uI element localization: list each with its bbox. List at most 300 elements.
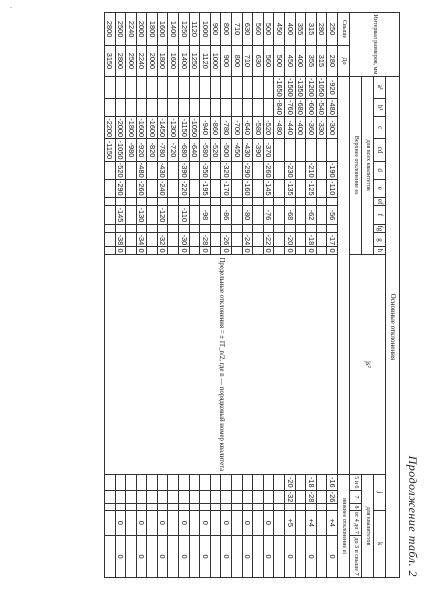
cell-j7 — [126, 490, 137, 504]
cell-ef — [147, 197, 158, 206]
cell-f: -98 — [200, 206, 211, 224]
cell-f: -76 — [263, 206, 274, 224]
cell-j56 — [221, 475, 232, 490]
cell-d — [295, 161, 306, 179]
cell-from: 1120 — [189, 13, 200, 46]
cell-a — [157, 76, 168, 98]
cell-e — [189, 179, 200, 197]
cell-d: -230 — [285, 162, 295, 178]
cell-a — [147, 76, 158, 98]
cell-ef — [210, 197, 221, 206]
cell-c: -480 — [274, 117, 285, 139]
cell-h: 0 — [137, 248, 147, 253]
cell-k1: +5 — [285, 510, 296, 536]
cell-fg — [115, 224, 126, 233]
cell-f — [189, 206, 200, 224]
cell-to: 1120 — [200, 46, 211, 77]
cell-d — [189, 161, 200, 179]
cell-f — [295, 206, 306, 224]
cell-k1 — [168, 510, 179, 536]
all-grades-header: для всех квалитетов — [362, 76, 374, 254]
cell-e — [210, 179, 221, 197]
cell-from: 560 — [253, 13, 264, 46]
cell-j56 — [316, 475, 327, 490]
cell-e: -125 — [306, 180, 316, 196]
cell-j7 — [136, 490, 147, 504]
cell-f: -130 — [137, 207, 147, 223]
cell-k2 — [147, 536, 158, 578]
cell-ef — [327, 197, 338, 206]
cell-e — [147, 179, 158, 197]
cell-k2: 0 — [306, 536, 317, 578]
cell-from: 2000 — [136, 13, 147, 46]
cell-g: -26 — [221, 234, 231, 246]
cell-k2: 0 — [179, 536, 190, 578]
cell-ef — [253, 197, 264, 206]
cell-b — [263, 98, 274, 116]
cell-from: 1400 — [168, 13, 179, 46]
cell-ef — [263, 197, 274, 206]
cell-k2: 0 — [221, 536, 232, 578]
col-header-a: a¹ — [374, 76, 386, 98]
cell-ef — [189, 197, 200, 206]
cell-j7 — [232, 490, 243, 504]
cell-k2: 0 — [285, 536, 296, 578]
cell-c: -1450 — [158, 118, 168, 138]
cell-ef — [104, 197, 115, 206]
cell-d: -290 — [243, 162, 253, 178]
cell-fg — [285, 224, 296, 233]
cell-d — [232, 161, 243, 179]
cell-k1 — [274, 510, 285, 536]
cell-g — [104, 233, 115, 247]
cell-from: 450 — [274, 13, 285, 46]
cell-j7 — [179, 490, 190, 504]
cell-e: -110 — [327, 181, 337, 196]
cell-to: 800 — [232, 46, 243, 77]
cell-a — [242, 76, 253, 98]
cell-k1 — [126, 510, 137, 536]
cell-k1 — [189, 510, 200, 536]
cell-to: 315 — [316, 46, 327, 77]
cell-cd: -580 — [200, 139, 211, 161]
table-body — [104, 13, 337, 578]
cell-ef — [157, 197, 168, 206]
cell-to: 2000 — [147, 46, 158, 77]
cell-to: 280 — [327, 46, 338, 77]
cell-to: 630 — [253, 46, 264, 77]
cell-c: -580 — [253, 117, 264, 139]
col-header-e: e — [374, 179, 386, 197]
cell-k1: 0 — [221, 510, 232, 536]
j-grade-56: 5 и 6 — [350, 475, 362, 490]
for-grades-header: для квалитетов — [362, 475, 374, 578]
cell-fg — [210, 224, 221, 233]
cell-d — [210, 161, 221, 179]
cell-cd: -640 — [189, 139, 200, 161]
cell-c: -2200 — [105, 118, 115, 138]
cell-g — [210, 233, 221, 247]
to-header: До — [338, 46, 350, 77]
cell-j7: -26 — [327, 491, 337, 503]
deviations-table — [104, 12, 400, 578]
cell-f — [126, 206, 137, 224]
cell-b — [221, 98, 232, 116]
cell-cd: -1050 — [116, 140, 126, 160]
cell-a: -1050 — [317, 77, 327, 97]
cell-b — [179, 98, 190, 116]
cell-f: -56 — [327, 206, 338, 224]
cell-a: -1200 — [306, 77, 316, 97]
cell-a — [189, 76, 200, 98]
cell-k2 — [104, 536, 115, 578]
cell-from: 630 — [242, 13, 253, 46]
cell-from: 315 — [306, 13, 317, 46]
cell-b — [200, 98, 211, 116]
cell-e — [168, 179, 179, 197]
cell-g — [253, 233, 264, 247]
cell-e: -145 — [264, 180, 274, 196]
cell-j56 — [157, 475, 168, 490]
cell-f — [316, 206, 327, 224]
cell-ef — [274, 197, 285, 206]
cell-c: -1150 — [179, 118, 189, 137]
cell-a — [136, 76, 147, 98]
cell-ef — [306, 197, 317, 206]
col-header-j: j — [374, 475, 386, 510]
cell-c: -780 — [221, 117, 232, 139]
cell-b — [168, 98, 179, 116]
col-header-ef: ef — [374, 197, 386, 206]
cell-ef — [115, 197, 126, 206]
col-header-d: d — [374, 161, 386, 179]
cell-b — [210, 98, 221, 116]
cell-f: -62 — [306, 206, 317, 224]
cell-h — [295, 247, 306, 254]
cell-c: -1300 — [169, 118, 178, 138]
cell-from: 400 — [285, 13, 296, 46]
cell-c: -640 — [242, 117, 253, 139]
cell-to: 560 — [263, 46, 274, 77]
cell-c: -1600 — [147, 118, 157, 138]
cell-g — [168, 233, 179, 247]
cell-k2 — [316, 536, 327, 578]
cell-j7: -32 — [285, 491, 295, 503]
cell-k2 — [274, 536, 285, 578]
lower-deviation-header: нижнее отклонение ei — [338, 475, 350, 578]
cell-g: -24 — [243, 234, 253, 246]
cell-d: -320 — [221, 162, 231, 178]
cell-cd: -520 — [210, 139, 221, 161]
cell-e — [253, 179, 264, 197]
cell-fg — [295, 224, 306, 233]
cell-g: -34 — [137, 234, 147, 246]
cell-k2 — [126, 536, 137, 578]
upper-deviation-header: Верхнее отклонение es — [350, 76, 362, 254]
cell-k2: 0 — [327, 536, 338, 578]
cell-f — [232, 206, 243, 224]
cell-to: 1000 — [210, 46, 221, 77]
cell-j7 — [242, 490, 253, 504]
cell-d: -350 — [200, 162, 210, 178]
cell-k1 — [232, 510, 243, 536]
cell-cd — [295, 139, 306, 161]
cell-k1 — [210, 510, 221, 536]
cell-k1: 0 — [136, 510, 147, 536]
cell-to: 355 — [306, 46, 317, 77]
cell-a: -1650 — [274, 77, 284, 97]
cell-from: 710 — [232, 13, 243, 46]
cell-g — [147, 233, 158, 247]
cell-to: 3150 — [104, 46, 115, 77]
cell-h — [253, 247, 264, 254]
cell-ef — [285, 197, 296, 206]
cell-from: 500 — [263, 13, 274, 46]
cell-cd — [274, 139, 285, 161]
cell-ef — [168, 197, 179, 206]
cell-c: -860 — [210, 117, 221, 139]
cell-j56 — [126, 475, 137, 490]
cell-to: 1800 — [157, 46, 168, 77]
cell-k2: 0 — [263, 536, 274, 578]
cell-j7 — [189, 490, 200, 504]
cell-j7 — [253, 490, 264, 504]
cell-c: -2000 — [116, 118, 126, 138]
cell-fg — [168, 224, 179, 233]
cell-f — [253, 206, 264, 224]
cell-j7 — [210, 490, 221, 504]
cell-c: -700 — [232, 117, 243, 139]
cell-j56 — [179, 475, 190, 490]
cell-b — [147, 98, 158, 116]
cell-j7 — [316, 490, 327, 504]
cell-j56: -20 — [285, 475, 296, 490]
cell-k1: 0 — [115, 510, 126, 536]
cell-d — [253, 161, 264, 179]
cell-fg — [306, 224, 317, 233]
cell-ef — [200, 197, 211, 206]
cell-h: 0 — [285, 248, 295, 253]
cell-h — [210, 247, 221, 254]
cell-f: -145 — [116, 207, 126, 223]
cell-from: 2500 — [115, 13, 126, 46]
cell-k1: 0 — [179, 510, 190, 536]
col-header-h: h — [374, 247, 386, 254]
cell-to: 2800 — [115, 46, 126, 77]
cell-e: -240 — [158, 180, 168, 196]
cell-ef — [295, 197, 306, 206]
cell-d: -520 — [116, 162, 126, 178]
cell-cd — [327, 139, 338, 161]
cell-to: 1400 — [179, 46, 190, 77]
cell-to: 1600 — [168, 46, 179, 77]
cell-b: -840 — [274, 100, 284, 115]
cell-g: -32 — [158, 234, 168, 246]
cell-k2 — [168, 536, 179, 578]
cell-j56 — [263, 475, 274, 490]
from-header: Свыше — [338, 13, 350, 46]
interval-header: Интервал размеров, мм — [350, 13, 400, 77]
cell-f: -110 — [179, 207, 189, 223]
cell-a — [232, 76, 243, 98]
cell-a — [263, 76, 274, 98]
cell-to: 400 — [295, 46, 306, 77]
cell-g — [126, 233, 137, 247]
cell-e — [316, 179, 327, 197]
k-grade-4-7: от 4 до 7 — [350, 510, 362, 536]
cell-j7: -28 — [306, 491, 316, 503]
cell-b — [126, 98, 137, 116]
cell-cd: -680 — [179, 139, 190, 161]
cell-j56 — [104, 475, 115, 490]
cell-e — [104, 179, 115, 197]
cell-j56 — [232, 475, 243, 490]
main-deviations-header: Основные отклонения — [386, 76, 400, 577]
cell-fg — [316, 224, 327, 233]
cell-e: -290 — [116, 180, 126, 196]
cell-fg — [136, 224, 147, 233]
cell-g — [295, 233, 306, 247]
cell-a: -920 — [327, 76, 338, 98]
cell-c: -330 — [316, 117, 327, 139]
cell-b: -540 — [317, 100, 327, 115]
cell-e — [126, 179, 137, 197]
cell-to: 450 — [285, 46, 296, 77]
cell-j56 — [242, 475, 253, 490]
cell-to: 1250 — [189, 46, 200, 77]
cell-to: 2240 — [136, 46, 147, 77]
col-header-f: f — [374, 206, 386, 224]
cell-h: 0 — [327, 248, 337, 253]
cell-from: 900 — [210, 13, 221, 46]
cell-c: -1600 — [137, 118, 147, 138]
cell-cd: -820 — [147, 139, 158, 161]
cell-g: -18 — [306, 234, 316, 246]
cell-f: -86 — [221, 206, 232, 224]
cell-c: -520 — [263, 117, 274, 139]
cell-from: 1600 — [157, 13, 168, 46]
cell-fg — [179, 224, 190, 233]
cell-e — [295, 179, 306, 197]
cell-h: 0 — [179, 248, 189, 253]
cell-a: -1350 — [296, 77, 306, 97]
cell-j56 — [210, 475, 221, 490]
cell-j7 — [200, 490, 211, 504]
cell-b — [157, 98, 168, 116]
cell-from: 1800 — [147, 13, 158, 46]
cell-d — [126, 161, 137, 179]
col-header-fg: fg — [374, 224, 386, 233]
cell-f: -68 — [285, 206, 296, 224]
js-note: Предельные отклонения = ± IT_n/2, где n — порядковый номер квалитета — [104, 254, 337, 474]
cell-h — [147, 247, 158, 254]
cell-e: -220 — [179, 180, 189, 196]
page-heading: Продолжение табл. 2 — [406, 455, 420, 577]
cell-d — [104, 161, 115, 179]
cell-k2: 0 — [200, 536, 211, 578]
cell-j7 — [263, 490, 274, 504]
cell-k2: 0 — [242, 536, 253, 578]
cell-e: -170 — [221, 180, 231, 196]
cell-b: -600 — [306, 100, 316, 115]
cell-from: 1000 — [200, 13, 211, 46]
cell-b — [253, 98, 264, 116]
cell-a: -1500 — [285, 77, 295, 97]
cell-fg — [274, 224, 285, 233]
cell-d: -190 — [327, 162, 337, 178]
cell-fg — [327, 224, 338, 233]
cell-f: -120 — [158, 207, 168, 223]
cell-fg — [232, 224, 243, 233]
cell-c: -1050 — [190, 118, 200, 138]
cell-c: -440 — [285, 117, 296, 139]
cell-from: 280 — [316, 13, 327, 46]
cell-d — [274, 161, 285, 179]
cell-cd: -720 — [168, 139, 179, 161]
cell-to: 500 — [274, 46, 285, 77]
cell-cd: -370 — [263, 139, 274, 161]
footmark: · — [6, 6, 15, 9]
col-header-cd: cd — [374, 139, 386, 161]
cell-k1: 0 — [157, 510, 168, 536]
cell-j56: -18 — [306, 475, 317, 490]
cell-j7 — [168, 490, 179, 504]
cell-k2: 0 — [136, 536, 147, 578]
k-grade-3-up: до 3 и свыше 7 — [350, 536, 362, 578]
cell-h — [189, 247, 200, 254]
cell-k1: +4 — [306, 510, 317, 536]
cell-ef — [179, 197, 190, 206]
cell-j56 — [168, 475, 179, 490]
cell-b — [104, 98, 115, 116]
cell-to: 900 — [221, 46, 232, 77]
cell-j7 — [104, 490, 115, 504]
cell-cd: -980 — [126, 139, 137, 161]
cell-c: -360 — [306, 117, 317, 139]
cell-k2 — [210, 536, 221, 578]
cell-b — [136, 98, 147, 116]
cell-k2 — [232, 536, 243, 578]
cell-g: -22 — [264, 234, 274, 246]
cell-d: -260 — [264, 162, 274, 178]
cell-k1 — [316, 510, 327, 536]
cell-j56 — [295, 475, 306, 490]
cell-ef — [232, 197, 243, 206]
cell-fg — [104, 224, 115, 233]
cell-cd — [316, 139, 327, 161]
cell-k2: 0 — [115, 536, 126, 578]
cell-b — [115, 98, 126, 116]
cell-a — [200, 76, 211, 98]
cell-h — [104, 247, 115, 254]
cell-g: -28 — [200, 234, 210, 246]
cell-j56 — [253, 475, 264, 490]
cell-cd: -780 — [157, 139, 168, 161]
col-header-k: k — [374, 510, 386, 577]
cell-fg — [242, 224, 253, 233]
cell-ef — [316, 197, 327, 206]
cell-e — [274, 179, 285, 197]
cell-from: 355 — [295, 13, 306, 46]
cell-a — [115, 76, 126, 98]
cell-h: 0 — [306, 248, 316, 253]
cell-g — [189, 233, 200, 247]
cell-ef — [136, 197, 147, 206]
cell-j56 — [115, 475, 126, 490]
cell-a — [221, 76, 232, 98]
cell-j56 — [274, 475, 285, 490]
cell-cd: -390 — [253, 139, 264, 161]
